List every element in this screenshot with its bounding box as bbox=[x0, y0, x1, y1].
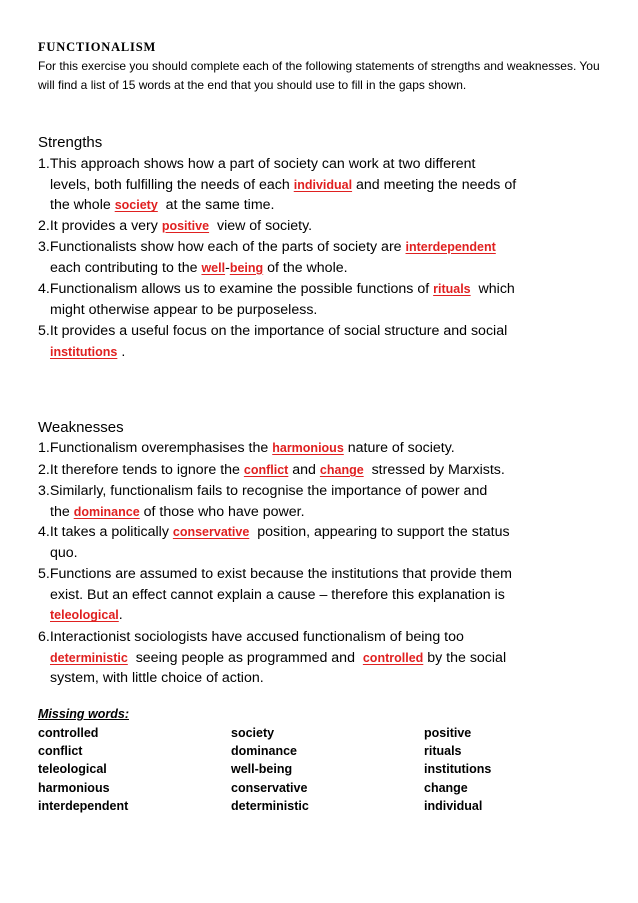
answer-deterministic: deterministic bbox=[50, 650, 128, 665]
item-number: 4. bbox=[38, 524, 50, 540]
item-text: which bbox=[478, 281, 515, 297]
missing-word: teleological bbox=[38, 762, 107, 777]
answer-dominance: dominance bbox=[73, 504, 140, 519]
answer-institutions: institutions bbox=[50, 344, 118, 359]
strength-item-1 bbox=[38, 154, 598, 216]
item-number: 3. bbox=[38, 239, 50, 255]
item-text: of those who have power. bbox=[143, 503, 305, 520]
missing-word: well-being bbox=[231, 762, 293, 777]
strength-item-3 bbox=[38, 237, 598, 278]
item-text: seeing people as programmed and bbox=[135, 649, 355, 666]
item-text: Functionalism allows us to examine the possible functions of bbox=[49, 281, 430, 297]
missing-word: society bbox=[231, 726, 275, 740]
weakness-item-2 bbox=[38, 460, 598, 481]
item-text: It takes a politically bbox=[49, 524, 169, 540]
answer-change: change bbox=[319, 463, 364, 477]
item-text: and meeting the needs of bbox=[356, 176, 517, 193]
item-text: at the same time. bbox=[165, 197, 275, 214]
item-text: It provides a very bbox=[49, 218, 158, 234]
item-text: It provides a useful focus on the importance of social structure and social bbox=[49, 323, 508, 339]
item-text: position, appearing to support the status bbox=[257, 524, 510, 540]
missing-word: change bbox=[424, 780, 468, 795]
answer-being: being bbox=[229, 260, 264, 275]
missing-word: institutions bbox=[424, 762, 492, 777]
strength-item-2 bbox=[38, 216, 598, 237]
item-text: . bbox=[118, 607, 123, 624]
missing-word: deterministic bbox=[231, 798, 309, 813]
item-text: by the social bbox=[427, 649, 507, 666]
item-text: and bbox=[292, 462, 316, 478]
weakness-item-4 bbox=[38, 522, 598, 563]
weakness-item-6 bbox=[38, 627, 598, 689]
missing-word: interdependent bbox=[38, 798, 129, 813]
missing-word: dominance bbox=[231, 744, 297, 759]
item-number: 4. bbox=[38, 281, 50, 297]
strength-item-4 bbox=[38, 279, 598, 320]
weakness-item-1 bbox=[38, 438, 598, 459]
item-text: Similarly, functionalism fails to recognise the importance of power and bbox=[49, 483, 488, 499]
item-text: stressed by Marxists. bbox=[371, 462, 505, 478]
item-text: the bbox=[50, 503, 70, 520]
item-text: . bbox=[121, 343, 126, 360]
missing-word: harmonious bbox=[38, 780, 110, 795]
answer-conservative: conservative bbox=[172, 525, 250, 539]
item-number: 1. bbox=[38, 440, 50, 456]
weakness-item-3 bbox=[38, 481, 598, 522]
weakness-item-5 bbox=[38, 564, 598, 626]
answer-well: well bbox=[201, 260, 226, 275]
missing-word: individual bbox=[424, 798, 483, 813]
weaknesses-heading: Weaknesses bbox=[38, 419, 124, 436]
item-text: This approach shows how a part of society can work at two different bbox=[49, 156, 476, 172]
hyphen: - bbox=[225, 259, 230, 276]
missing-words-heading: Missing words: bbox=[38, 707, 129, 721]
item-text: Functionalism overemphasises the bbox=[49, 440, 269, 456]
item-number: 5. bbox=[38, 323, 50, 339]
missing-word: conflict bbox=[38, 744, 83, 759]
item-text: Functionalists show how each of the parts of society are bbox=[49, 239, 402, 255]
answer-harmonious: harmonious bbox=[272, 441, 344, 455]
missing-word: conservative bbox=[231, 780, 308, 795]
item-text: It therefore tends to ignore the bbox=[49, 462, 240, 478]
item-number: 3. bbox=[38, 483, 50, 499]
item-text: nature of society. bbox=[347, 440, 455, 456]
item-number: 1. bbox=[38, 156, 50, 172]
item-text: levels, both fulfilling the needs of each bbox=[50, 176, 290, 193]
page-title: FUNCTIONALISM bbox=[38, 40, 157, 54]
missing-words-column-2 bbox=[231, 724, 309, 815]
item-text: Functions are assumed to exist because the institutions that provide them bbox=[49, 566, 512, 582]
missing-words-column-1 bbox=[38, 724, 128, 815]
strength-item-5 bbox=[38, 321, 598, 362]
missing-word: positive bbox=[424, 726, 472, 740]
item-text: each contributing to the bbox=[50, 259, 198, 276]
missing-words-column-3 bbox=[424, 724, 491, 815]
strengths-heading: Strengths bbox=[38, 134, 103, 151]
item-text: system, with little choice of action. bbox=[50, 670, 264, 687]
item-text: might otherwise appear to be purposeless. bbox=[50, 301, 318, 318]
answer-society: society bbox=[114, 198, 158, 213]
item-text: Interactionist sociologists have accused functionalism of being too bbox=[49, 629, 464, 645]
item-text: the whole bbox=[50, 197, 111, 214]
missing-word: rituals bbox=[424, 744, 462, 759]
answer-interdependent: interdependent bbox=[405, 240, 496, 254]
item-text: view of society. bbox=[216, 218, 313, 234]
item-text: exist. But an effect cannot explain a cause – therefore this explanation is bbox=[50, 586, 505, 603]
item-text: quo. bbox=[50, 544, 78, 561]
answer-positive: positive bbox=[161, 219, 210, 233]
missing-word: controlled bbox=[38, 726, 99, 740]
answer-conflict: conflict bbox=[243, 463, 289, 477]
item-text: of the whole. bbox=[267, 259, 348, 276]
answer-teleological: teleological bbox=[50, 608, 119, 623]
answer-rituals: rituals bbox=[433, 282, 471, 296]
intro-paragraph: For this exercise you should complete each of the following statements of strengths and weaknesses. You will find a list of 15 words at the end that you should use to fill in the gaps shown. bbox=[38, 59, 600, 92]
item-number: 2. bbox=[38, 218, 50, 234]
answer-individual: individual bbox=[293, 177, 353, 192]
answer-controlled: controlled bbox=[362, 650, 424, 665]
item-number: 5. bbox=[38, 566, 50, 582]
item-number: 2. bbox=[38, 462, 50, 478]
item-number: 6. bbox=[38, 629, 50, 645]
